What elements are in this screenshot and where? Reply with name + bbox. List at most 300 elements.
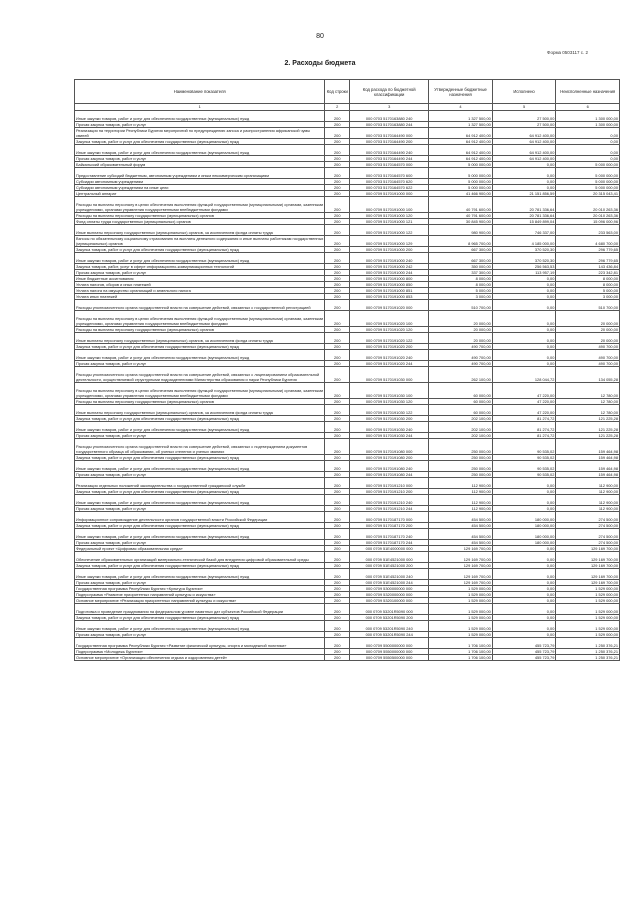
- row-name: Информационное сопровождение деятельности органов государственной власти Российской Федерации: [75, 512, 325, 523]
- row-line-code: 200: [325, 489, 350, 495]
- row-name: Иные закупки товаров, работ и услуг для обеспечения государственных (муниципальных) нужд: [75, 111, 325, 122]
- row-approved-amount: 40 791 600,00: [429, 197, 493, 213]
- row-classification-code: 000 0709 51Е4521000 240: [350, 569, 429, 580]
- row-remaining-amount: 12 780,00: [556, 405, 620, 416]
- row-line-code: 200: [325, 604, 350, 615]
- row-remaining-amount: 274 500,00: [556, 529, 620, 540]
- row-executed-amount: 455 723,79: [492, 655, 556, 661]
- row-line-code: 200: [325, 598, 350, 604]
- row-approved-amount: 667 300,00: [429, 247, 493, 253]
- row-classification-code: 000 0703 5170164490 244: [350, 156, 429, 162]
- row-line-code: 200: [325, 512, 350, 523]
- row-name: Закупка товаров, работ и услуг для обеспечения государственных (муниципальных) нужд: [75, 416, 325, 422]
- row-remaining-amount: 1 250 376,21: [556, 638, 620, 649]
- row-approved-amount: 1 529 000,00: [429, 621, 493, 632]
- row-remaining-amount: 112 900,00: [556, 495, 620, 506]
- row-line-code: 200: [325, 264, 350, 270]
- row-approved-amount: 112 900,00: [429, 489, 493, 495]
- row-name: Основное мероприятие «Организация обеспечения отдыха и оздоровления детей»: [75, 655, 325, 661]
- row-executed-amount: 0,00: [492, 506, 556, 512]
- row-remaining-amount: 8 000,00: [556, 282, 620, 288]
- row-classification-code: 000 0709 5170187170 200: [350, 523, 429, 529]
- row-executed-amount: 0,00: [492, 615, 556, 621]
- row-executed-amount: 81 274,72: [492, 422, 556, 433]
- row-line-code: 200: [325, 145, 350, 156]
- row-line-code: 200: [325, 405, 350, 416]
- row-classification-code: 000 0709 5170191020 200: [350, 344, 429, 350]
- row-remaining-amount: 112 900,00: [556, 489, 620, 495]
- row-executed-amount: 0,00: [492, 632, 556, 638]
- row-approved-amount: 129 169 700,00: [429, 552, 493, 563]
- row-remaining-amount: 5 000 000,00: [556, 179, 620, 185]
- row-executed-amount: 256 563,53: [492, 264, 556, 270]
- row-classification-code: 000 0709 5320100000 000: [350, 598, 429, 604]
- row-approved-amount: 510 700,00: [429, 300, 493, 311]
- row-remaining-amount: 143 436,84: [556, 264, 620, 270]
- row-classification-code: 000 0709 53201R5090 000: [350, 604, 429, 615]
- row-classification-code: 000 0709 5170191080 000: [350, 439, 429, 455]
- form-code: Форма 0503117 с. 2: [547, 50, 588, 55]
- row-classification-code: 000 0709 5170191020 120: [350, 327, 429, 333]
- row-executed-amount: 0,00: [492, 179, 556, 185]
- row-executed-amount: 0,00: [492, 478, 556, 489]
- table-row: [75, 552, 620, 563]
- row-classification-code: 000 0709 53201R5090 200: [350, 615, 429, 621]
- row-line-code: 200: [325, 655, 350, 661]
- row-remaining-amount: 0,00: [556, 128, 620, 139]
- row-approved-amount: 454 500,00: [429, 540, 493, 546]
- row-remaining-amount: 129 169 700,00: [556, 569, 620, 580]
- row-remaining-amount: 20 010 263,36: [556, 213, 620, 219]
- row-remaining-amount: 5 000 000,00: [556, 168, 620, 179]
- row-executed-amount: 0,00: [492, 350, 556, 361]
- row-classification-code: 000 0709 5170191210 244: [350, 506, 429, 512]
- row-executed-amount: 746 337,00: [492, 225, 556, 236]
- row-name: Прочая закупка товаров, работ и услуг: [75, 580, 325, 586]
- row-line-code: 200: [325, 455, 350, 461]
- row-executed-amount: 47 220,00: [492, 399, 556, 405]
- row-classification-code: 000 0703 5170164490 240: [350, 145, 429, 156]
- col-number: 5: [492, 104, 556, 111]
- row-approved-amount: 40 791 600,00: [429, 213, 493, 219]
- row-classification-code: 000 0709 53201R5090 240: [350, 621, 429, 632]
- col-header-line-code: Код строки: [325, 80, 350, 104]
- row-classification-code: 000 0709 5170191020 100: [350, 311, 429, 327]
- row-name: Подготовка и проведение празднования на федеральном уровне памятных дат субъектов Российской Федерации: [75, 604, 325, 615]
- row-executed-amount: 455 723,79: [492, 638, 556, 649]
- row-executed-amount: 47 220,00: [492, 383, 556, 399]
- row-executed-amount: 64 912 400,00: [492, 156, 556, 162]
- row-approved-amount: 202 100,00: [429, 422, 493, 433]
- row-classification-code: 000 0709 51Е4000000 000: [350, 546, 429, 552]
- row-executed-amount: 0,00: [492, 592, 556, 598]
- row-remaining-amount: 296 779,65: [556, 247, 620, 253]
- table-row: [75, 311, 620, 327]
- row-classification-code: 000 0709 51Е4521000 000: [350, 552, 429, 563]
- header-row: [75, 80, 620, 104]
- row-name: Закупка товаров, работ и услуг для обеспечения государственных (муниципальных) нужд: [75, 489, 325, 495]
- col-header-classification: Код расхода по бюджетной классификации: [350, 80, 429, 104]
- row-classification-code: 000 0709 5170191000 851: [350, 288, 429, 294]
- row-executed-amount: 64 912 400,00: [492, 128, 556, 139]
- row-classification-code: 000 0709 5170191080 244: [350, 472, 429, 478]
- row-executed-amount: 0,00: [492, 300, 556, 311]
- row-remaining-amount: 20 000,00: [556, 333, 620, 344]
- row-approved-amount: 60 000,00: [429, 399, 493, 405]
- table-row: [75, 638, 620, 649]
- row-approved-amount: 980 900,00: [429, 225, 493, 236]
- row-name: Закупка товаров, работ и услуг для обеспечения государственных (муниципальных) нужд: [75, 139, 325, 145]
- col-number: 3: [350, 104, 429, 111]
- row-remaining-amount: 5 000 000,00: [556, 162, 620, 168]
- row-classification-code: 000 0703 5170164490 000: [350, 128, 429, 139]
- row-remaining-amount: 134 055,28: [556, 367, 620, 383]
- table-body: [75, 111, 620, 661]
- row-name: Прочая закупка товаров, работ и услуг: [75, 433, 325, 439]
- row-name: Подпрограмма «Молодежь Бурятии»: [75, 649, 325, 655]
- table-row: [75, 350, 620, 361]
- row-name: Закупка товаров, работ и услуг для обеспечения государственных (муниципальных) нужд: [75, 523, 325, 529]
- row-executed-amount: 0,00: [492, 333, 556, 344]
- row-classification-code: 000 0709 5320000000 000: [350, 592, 429, 598]
- row-approved-amount: 20 000,00: [429, 333, 493, 344]
- row-name: Иные бюджетные ассигнования: [75, 276, 325, 282]
- row-classification-code: 000 0709 5170191020 240: [350, 350, 429, 361]
- row-approved-amount: 490 700,00: [429, 361, 493, 367]
- row-line-code: 200: [325, 615, 350, 621]
- row-line-code: 200: [325, 122, 350, 128]
- row-executed-amount: 180 000,00: [492, 512, 556, 523]
- row-name: Иные закупки товаров, работ и услуг для обеспечения государственных (муниципальных) нужд: [75, 621, 325, 632]
- row-remaining-amount: 12 780,00: [556, 383, 620, 399]
- row-name: Центральный аппарат: [75, 191, 325, 197]
- row-approved-amount: 250 000,00: [429, 472, 493, 478]
- row-approved-amount: 250 000,00: [429, 455, 493, 461]
- row-line-code: 200: [325, 294, 350, 300]
- row-classification-code: 000 0709 5550000000 000: [350, 649, 429, 655]
- row-name: Уплата налога на имущество организаций и земельного налога: [75, 288, 325, 294]
- row-approved-amount: 8 000,00: [429, 276, 493, 282]
- row-approved-amount: 3 000,00: [429, 294, 493, 300]
- row-classification-code: 000 0709 5300000000 000: [350, 586, 429, 592]
- row-line-code: 200: [325, 253, 350, 264]
- row-executed-amount: 370 520,30: [492, 253, 556, 264]
- row-line-code: 200: [325, 416, 350, 422]
- row-classification-code: 000 0703 5170164570 000: [350, 162, 429, 168]
- row-approved-amount: 454 500,00: [429, 529, 493, 540]
- row-name: Взносы по обязательному социальному страхованию на выплаты денежного содержания и иные выплаты работникам государственных (муниципальных) органов: [76, 236, 324, 246]
- row-name: Фонд оплаты труда государственных (муниципальных) органов: [75, 219, 325, 225]
- row-line-code: 200: [325, 461, 350, 472]
- row-line-code: 200: [325, 478, 350, 489]
- row-approved-amount: 129 169 700,00: [429, 569, 493, 580]
- row-classification-code: 000 0709 5170191000 121: [350, 219, 429, 225]
- row-line-code: 200: [325, 311, 350, 327]
- row-line-code: 200: [325, 111, 350, 122]
- row-approved-amount: 129 169 700,00: [429, 546, 493, 552]
- row-name: Расходы на выплаты персоналу в целях обеспечения выполнения функций государственными (муниципальными) органами, казенными учреждениями, органами управления государственными внебюджетными фондами: [75, 197, 325, 213]
- row-approved-amount: 250 000,00: [429, 461, 493, 472]
- col-number: 6: [556, 104, 620, 111]
- row-executed-amount: 455 723,79: [492, 649, 556, 655]
- row-remaining-amount: 0,00: [556, 139, 620, 145]
- row-name: Иные закупки товаров, работ и услуг для обеспечения государственных (муниципальных) нужд: [75, 350, 325, 361]
- row-executed-amount: 0,00: [492, 586, 556, 592]
- row-classification-code: 000 0709 5170191030 240: [350, 422, 429, 433]
- row-remaining-amount: 1 529 000,00: [556, 604, 620, 615]
- row-remaining-amount: 0,00: [556, 145, 620, 156]
- col-header-executed: Исполнено: [492, 80, 556, 104]
- row-line-code: 200: [325, 367, 350, 383]
- row-executed-amount: 180 000,00: [492, 540, 556, 546]
- row-executed-amount: 113 957,19: [492, 270, 556, 276]
- row-classification-code: 000 0709 5170191000 244: [350, 270, 429, 276]
- row-approved-amount: 490 700,00: [429, 344, 493, 350]
- table-row: [75, 439, 620, 455]
- row-executed-amount: 0,00: [492, 361, 556, 367]
- row-line-code: 200: [325, 383, 350, 399]
- table-row: [75, 300, 620, 311]
- row-classification-code: 000 0709 5170191080 240: [350, 461, 429, 472]
- row-name: Субсидии автономным учреждениям на иные цели: [75, 185, 325, 191]
- row-line-code: 200: [325, 213, 350, 219]
- row-remaining-amount: 223 342,81: [556, 270, 620, 276]
- row-remaining-amount: 1 529 000,00: [556, 586, 620, 592]
- row-executed-amount: 0,00: [492, 495, 556, 506]
- row-executed-amount: 0,00: [492, 288, 556, 294]
- row-line-code: 200: [325, 185, 350, 191]
- row-line-code: 200: [325, 433, 350, 439]
- row-line-code: 200: [325, 156, 350, 162]
- row-name: Основное мероприятие «Реализация приоритетных направлений культуры и искусства»: [75, 598, 325, 604]
- row-approved-amount: 64 912 400,00: [429, 145, 493, 156]
- row-classification-code: 000 0709 5170191000 242: [350, 264, 429, 270]
- row-executed-amount: 370 520,30: [492, 247, 556, 253]
- row-name: Реализация отдельных положений законодательства о государственной гражданской службе: [75, 478, 325, 489]
- row-name: Закупка товаров, работ и услуг для обеспечения государственных (муниципальных) нужд: [75, 615, 325, 621]
- row-remaining-amount: 274 500,00: [556, 512, 620, 523]
- row-classification-code: 000 0709 5170191000 000: [350, 191, 429, 197]
- row-classification-code: 000 0709 5170191000 122: [350, 225, 429, 236]
- table-row: [75, 461, 620, 472]
- row-line-code: 200: [325, 276, 350, 282]
- row-remaining-amount: 121 225,28: [556, 433, 620, 439]
- row-line-code: 200: [325, 580, 350, 586]
- row-line-code: 200: [325, 495, 350, 506]
- row-remaining-amount: 159 464,98: [556, 439, 620, 455]
- row-classification-code: 000 0709 5170191210 200: [350, 489, 429, 495]
- row-line-code: 200: [325, 638, 350, 649]
- row-executed-amount: 90 535,02: [492, 439, 556, 455]
- row-executed-amount: 0,00: [492, 311, 556, 327]
- row-classification-code: 000 0709 5550500000 000: [350, 655, 429, 661]
- row-executed-amount: 90 535,02: [492, 472, 556, 478]
- row-approved-amount: 64 912 400,00: [429, 128, 493, 139]
- row-classification-code: 000 0709 5170187170 244: [350, 540, 429, 546]
- row-classification-code: 000 0709 5170191020 244: [350, 361, 429, 367]
- row-remaining-amount: 121 225,28: [556, 416, 620, 422]
- row-line-code: 200: [325, 361, 350, 367]
- row-executed-amount: 0,00: [492, 598, 556, 604]
- row-line-code: 200: [325, 225, 350, 236]
- row-executed-amount: 0,00: [492, 552, 556, 563]
- row-remaining-amount: 1 529 000,00: [556, 598, 620, 604]
- row-approved-amount: 129 169 700,00: [429, 580, 493, 586]
- row-approved-amount: 1 529 000,00: [429, 592, 493, 598]
- row-remaining-amount: 274 500,00: [556, 523, 620, 529]
- row-executed-amount: 180 000,00: [492, 523, 556, 529]
- row-approved-amount: 667 300,00: [429, 253, 493, 264]
- row-remaining-amount: 1 529 000,00: [556, 621, 620, 632]
- row-executed-amount: 0,00: [492, 276, 556, 282]
- row-remaining-amount: 121 225,28: [556, 422, 620, 433]
- row-executed-amount: 20 781 336,64: [492, 197, 556, 213]
- row-executed-amount: 0,00: [492, 621, 556, 632]
- row-name: Иные закупки товаров, работ и услуг для обеспечения государственных (муниципальных) нужд: [75, 145, 325, 156]
- row-name: Иные закупки товаров, работ и услуг для обеспечения государственных (муниципальных) нужд: [75, 253, 325, 264]
- row-classification-code: 000 0709 5170191000 240: [350, 253, 429, 264]
- row-line-code: 200: [325, 333, 350, 344]
- row-line-code: 200: [325, 472, 350, 478]
- row-remaining-amount: 4 680 700,00: [556, 236, 620, 247]
- table-row: [75, 621, 620, 632]
- table-row: [75, 569, 620, 580]
- row-line-code: 200: [325, 128, 350, 139]
- row-line-code: 200: [325, 439, 350, 455]
- row-remaining-amount: 233 563,00: [556, 225, 620, 236]
- row-classification-code: 000 0703 5170163880 244: [350, 122, 429, 128]
- row-classification-code: 000 0709 5170191030 120: [350, 399, 429, 405]
- row-line-code: 200: [325, 586, 350, 592]
- row-name: Уплата иных платежей: [75, 294, 325, 300]
- row-remaining-amount: 20 010 263,36: [556, 197, 620, 213]
- row-name: Закупка товаров, работ и услуг для обеспечения государственных (муниципальных) нужд: [75, 247, 325, 253]
- row-approved-amount: 1 529 000,00: [429, 615, 493, 621]
- row-remaining-amount: 296 779,65: [556, 253, 620, 264]
- table-row: [75, 512, 620, 523]
- row-classification-code: 000 0709 5170191000 850: [350, 282, 429, 288]
- col-number: 1: [75, 104, 325, 111]
- row-approved-amount: 454 500,00: [429, 512, 493, 523]
- row-name: Иные выплаты персоналу государственных (муниципальных) органов, за исключением фонда оплаты труда: [75, 225, 325, 236]
- row-name: Государственная программа Республики Бурятия «Культура Бурятии»: [75, 586, 325, 592]
- row-line-code: 200: [325, 546, 350, 552]
- row-remaining-amount: 129 169 700,00: [556, 580, 620, 586]
- row-line-code: 200: [325, 300, 350, 311]
- row-approved-amount: 1 327 500,00: [429, 122, 493, 128]
- row-name: Прочая закупка товаров, работ и услуг: [75, 506, 325, 512]
- table-row: [75, 478, 620, 489]
- row-line-code: 200: [325, 191, 350, 197]
- row-executed-amount: 15 849 899,04: [492, 219, 556, 225]
- row-classification-code: 000 0709 5170191000 853: [350, 294, 429, 300]
- row-remaining-amount: 159 464,98: [556, 472, 620, 478]
- table-row: [75, 367, 620, 383]
- row-line-code: 200: [325, 168, 350, 179]
- row-line-code: 200: [325, 523, 350, 529]
- col-header-remaining: Неисполненные назначения: [556, 80, 620, 104]
- table-row: [75, 383, 620, 399]
- row-line-code: 200: [325, 422, 350, 433]
- row-classification-code: 000 0709 5170191030 244: [350, 433, 429, 439]
- row-executed-amount: 0,00: [492, 327, 556, 333]
- row-line-code: 200: [325, 197, 350, 213]
- row-classification-code: 000 0709 5170191030 200: [350, 416, 429, 422]
- row-approved-amount: 5 000 000,00: [429, 168, 493, 179]
- row-remaining-amount: 1 300 000,00: [556, 111, 620, 122]
- row-approved-amount: 60 000,00: [429, 405, 493, 416]
- row-name: Реализация на территории Республики Бурятия мероприятий по предупреждению заноса и распространения африканской чумы свиней: [75, 128, 325, 139]
- row-approved-amount: 490 700,00: [429, 350, 493, 361]
- row-executed-amount: 27 500,00: [492, 122, 556, 128]
- row-remaining-amount: 1 529 000,00: [556, 615, 620, 621]
- row-executed-amount: 0,00: [492, 563, 556, 569]
- row-executed-amount: 0,00: [492, 344, 556, 350]
- row-line-code: 200: [325, 247, 350, 253]
- row-executed-amount: 20 781 336,64: [492, 213, 556, 219]
- table-row: [75, 529, 620, 540]
- row-name: Предоставление субсидий бюджетным, автономным учреждениям и иным некоммерческим организациям: [75, 168, 325, 179]
- table-row: [75, 197, 620, 213]
- page-number: 80: [316, 33, 324, 40]
- table-row: [75, 128, 620, 139]
- row-remaining-amount: 12 780,00: [556, 399, 620, 405]
- row-remaining-amount: 274 500,00: [556, 540, 620, 546]
- row-approved-amount: 8 965 700,00: [429, 236, 493, 247]
- row-remaining-amount: 112 900,00: [556, 506, 620, 512]
- row-name: Расходы уполномоченного органа государственной власти на совершение действий, связанных с подтверждением документов государственного образца об образовании, об ученых степенях и ученых званиях: [75, 439, 325, 455]
- row-executed-amount: 64 912 400,00: [492, 139, 556, 145]
- row-approved-amount: 1 706 100,00: [429, 655, 493, 661]
- row-approved-amount: 5 000 000,00: [429, 162, 493, 168]
- row-line-code: 200: [325, 350, 350, 361]
- row-name: Субсидии автономным учреждениям: [75, 179, 325, 185]
- row-approved-amount: 129 169 700,00: [429, 563, 493, 569]
- row-line-code: 200: [325, 282, 350, 288]
- row-classification-code: 000 0709 5170191000 129: [350, 236, 429, 247]
- row-name: Прочая закупка товаров, работ и услуг: [75, 270, 325, 276]
- row-approved-amount: 112 900,00: [429, 506, 493, 512]
- row-approved-amount: 1 529 000,00: [429, 586, 493, 592]
- table-row: [75, 495, 620, 506]
- row-name: Расходы на выплаты персоналу государственных (муниципальных) органов: [75, 399, 325, 405]
- row-classification-code: 000 0709 5500000000 000: [350, 638, 429, 649]
- row-name: Расходы уполномоченного органа государственной власти на совершение действий, связанных с государственной регистрацией: [75, 300, 325, 311]
- table-row: [75, 604, 620, 615]
- row-executed-amount: 0,00: [492, 604, 556, 615]
- row-approved-amount: 202 100,00: [429, 433, 493, 439]
- table-header: [75, 80, 620, 111]
- row-approved-amount: 1 529 000,00: [429, 604, 493, 615]
- row-classification-code: 000 0709 53201R5090 244: [350, 632, 429, 638]
- row-classification-code: 000 0709 5170191000 120: [350, 213, 429, 219]
- row-line-code: 200: [325, 540, 350, 546]
- row-name: Иные закупки товаров, работ и услуг для обеспечения государственных (муниципальных) нужд: [75, 495, 325, 506]
- row-executed-amount: 0,00: [492, 185, 556, 191]
- row-remaining-amount: 159 464,98: [556, 461, 620, 472]
- row-line-code: 200: [325, 592, 350, 598]
- page-title: 2. Расходы бюджета: [284, 60, 356, 67]
- row-executed-amount: 0,00: [492, 282, 556, 288]
- row-classification-code: 000 0709 5170191030 000: [350, 367, 429, 383]
- row-executed-amount: 0,00: [492, 489, 556, 495]
- row-executed-amount: 90 535,02: [492, 461, 556, 472]
- row-classification-code: 000 0709 5170191210 240: [350, 495, 429, 506]
- row-approved-amount: 30 845 900,00: [429, 219, 493, 225]
- row-line-code: 200: [325, 179, 350, 185]
- row-approved-amount: 8 000,00: [429, 282, 493, 288]
- table-row: [75, 655, 620, 661]
